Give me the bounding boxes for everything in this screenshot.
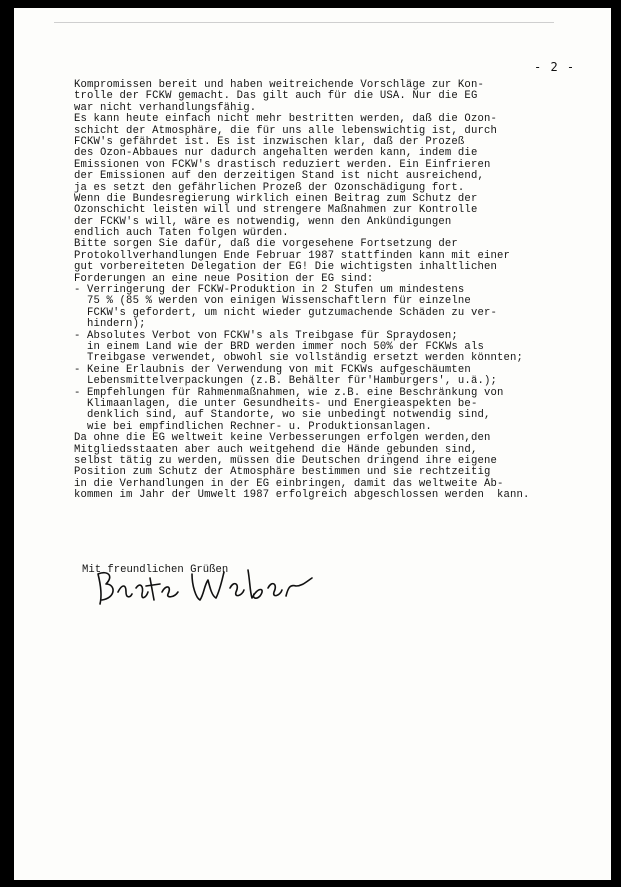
body-line: - Keine Erlaubnis der Verwendung von mit FCKWs aufgeschäumten bbox=[74, 363, 471, 376]
page-number: - 2 - bbox=[534, 60, 576, 74]
body-line: Da ohne die EG weltweit keine Verbesserungen erfolgen werden,den bbox=[74, 432, 491, 445]
body-line: Protokollverhandlungen Ende Februar 1987 stattfinden kann mit einer bbox=[74, 249, 510, 262]
body-line: Forderungen an eine neue Position der EG sind: bbox=[74, 272, 374, 285]
body-line: Ozonschicht leisten will und strengere Maßnahmen zur Kontrolle bbox=[74, 204, 478, 217]
body-line: Lebensmittelverpackungen (z.B. Behälter für'Hamburgers', u.ä.); bbox=[74, 375, 497, 388]
body-line: FCKW's gefährdet ist. Es ist inzwischen klar, daß der Prozeß bbox=[74, 135, 465, 148]
body-line: Position zum Schutz der Atmosphäre bestimmen und sie rechtzeitig bbox=[74, 466, 491, 479]
letter-body bbox=[74, 80, 604, 501]
body-line: in die Verhandlungen in der EG einbringen, damit das weltweite Ab- bbox=[74, 477, 504, 490]
body-line: endlich auch Taten folgen würden. bbox=[74, 227, 289, 240]
body-line: Treibgase verwendet, obwohl sie vollständig ersetzt werden könnten; bbox=[74, 352, 524, 365]
body-line: trolle der FCKW gemacht. Das gilt auch für die USA. Nur die EG bbox=[74, 90, 478, 103]
body-line: Mitgliedsstaaten aber auch weitgehend die Hände gebunden sind, bbox=[74, 443, 478, 456]
body-line: wie bei empfindlichen Rechner- u. Produktionsanlagen. bbox=[74, 420, 432, 433]
closing-salutation: Mit freundlichen Grüßen bbox=[82, 564, 229, 576]
body-line: FCKW's gefordert, um nicht wieder gutzumachende Schäden zu ver- bbox=[74, 306, 497, 319]
body-line: ja es setzt den gefährlichen Prozeß der Ozonschädigung fort. bbox=[74, 181, 465, 194]
body-line: hindern); bbox=[74, 318, 146, 331]
body-line: Klimaanlagen, die unter Gesundheits- und Energieaspekten be- bbox=[74, 397, 478, 410]
body-line: kommen im Jahr der Umwelt 1987 erfolgreich abgeschlossen werden kann. bbox=[74, 489, 530, 502]
body-line: der Emissionen auf den derzeitigen Stand ist nicht ausreichend, bbox=[74, 170, 484, 183]
document-page bbox=[14, 8, 611, 880]
body-line: denklich sind, auf Standorte, wo sie unbedingt notwendig sind, bbox=[74, 409, 491, 422]
scan-artifact-line bbox=[54, 22, 554, 23]
handwritten-signature bbox=[92, 564, 332, 609]
body-line: Emissionen von FCKW's drastisch reduziert werden. Ein Einfrieren bbox=[74, 158, 491, 171]
body-line: gut vorbereiteten Delegation der EG! Die wichtigsten inhaltlichen bbox=[74, 261, 497, 274]
body-line: - Absolutes Verbot von FCKW's als Treibgase für Spraydosen; bbox=[74, 329, 458, 342]
body-line: - Empfehlungen für Rahmenmaßnahmen, wie z.B. eine Beschränkung von bbox=[74, 386, 504, 399]
body-line: Kompromissen bereit und haben weitreichende Vorschläge zur Kon- bbox=[74, 79, 484, 91]
body-line: der FCKW's will, wäre es notwendig, wenn den Ankündigungen bbox=[74, 215, 452, 228]
body-line: selbst tätig zu werden, müssen die Deutschen dringend ihre eigene bbox=[74, 454, 497, 467]
body-line: 75 % (85 % werden von einigen Wissenschaftlern für einzelne bbox=[74, 295, 471, 308]
body-line: Wenn die Bundesregierung wirklich einen Beitrag zum Schutz der bbox=[74, 192, 478, 205]
body-line: des Ozon-Abbaues nur dadurch angehalten werden kann, indem die bbox=[74, 147, 478, 160]
body-line: Es kann heute einfach nicht mehr bestritten werden, daß die Ozon- bbox=[74, 113, 497, 126]
body-line: Bitte sorgen Sie dafür, daß die vorgesehene Fortsetzung der bbox=[74, 238, 458, 251]
body-line: schicht der Atmosphäre, die für uns alle lebenswichtig ist, durch bbox=[74, 124, 497, 137]
body-line: war nicht verhandlungsfähig. bbox=[74, 101, 257, 114]
body-line: - Verringerung der FCKW-Produktion in 2 Stufen um mindestens bbox=[74, 284, 465, 297]
body-line: in einem Land wie der BRD werden immer noch 50% der FCKWs als bbox=[74, 340, 484, 353]
